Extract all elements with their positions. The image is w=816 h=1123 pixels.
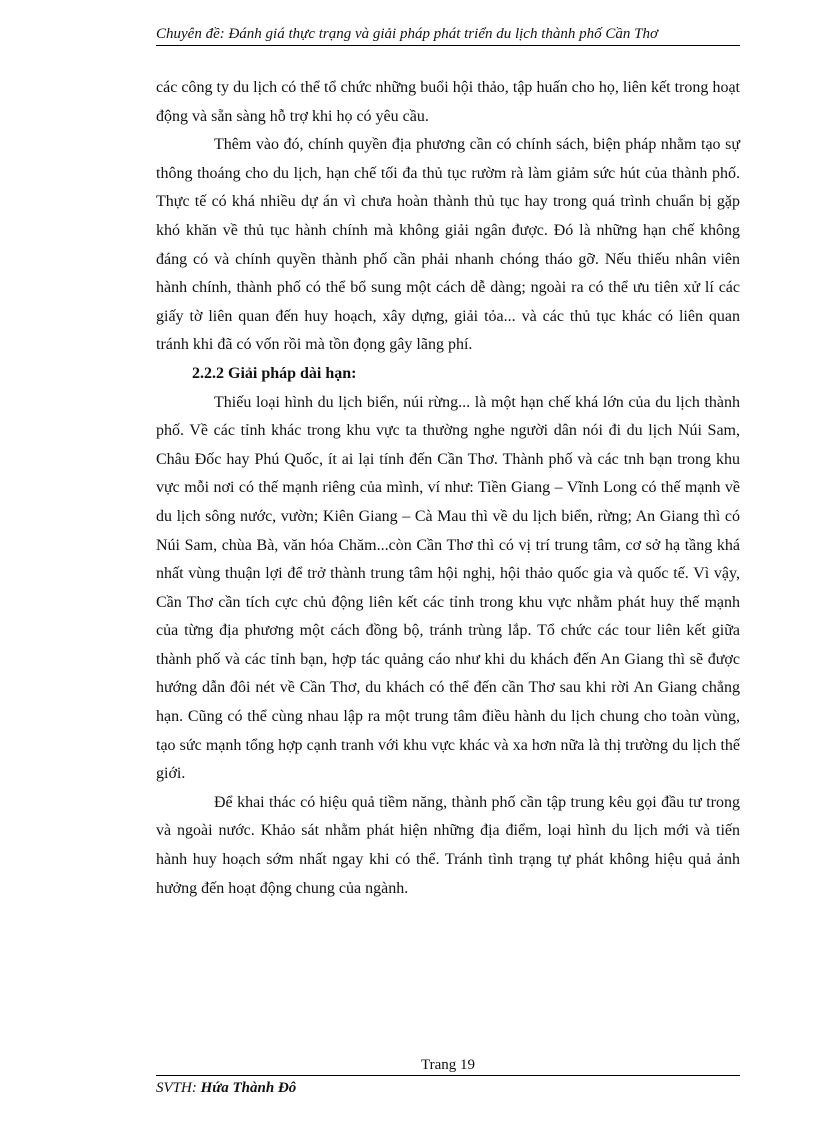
paragraph-1: các công ty du lịch có thể tổ chức những buổi hội thảo, tập huấn cho họ, liên kết trong hoạt động và sẵn sàng hỗ trợ khi họ có yêu cầu. <box>156 79 740 125</box>
paragraph-3: Thiếu loại hình du lịch biển, núi rừng... là một hạn chế khá lớn của du lịch thành phố. Về các tỉnh khác trong khu vực ta thường nghe người dân nói đi du lịch Núi Sam, Châu Đốc hay Phú Quốc, ít ai lại tính đến Cần Thơ. Thành phố và các tnh bạn trong khu vực mỗi nơi có thế mạnh riêng của mình, ví như: Tiền Giang – Vĩnh Long có thế mạnh về du lịch sông nước, vườn; Kiên Giang – Cà Mau thì về du lịch biển, rừng; An Giang thì có Núi Sam, chùa Bà, văn hóa Chăm...còn Cần Thơ thì có vị trí trung tâm, cơ sở hạ tầng khá nhất vùng thuận lợi để trở thành trung tâm hội nghị, hội thảo quốc gia và quốc tế. Vì vậy, Cần Thơ cần tích cực chủ động liên kết các tỉnh trong khu vực nhằm phát huy thế mạnh của từng địa phương một cách đồng bộ, tránh trùng lắp. Tổ chức các tour liên kết giữa thành phố và các tỉnh bạn, hợp tác quảng cáo như khi du khách đến An Giang thì sẽ được hướng dẫn đôi nét về Cần Thơ, du khách có thể đến cần Thơ sau khi rời An Giang chẳng hạn. Cũng có thể cùng nhau lập ra một trung tâm điều hành du lịch chung cho toàn vùng, tạo sức mạnh tổng hợp cạnh tranh với khu vực khác và xa hơn nữa là thị trường du lịch thế giới. <box>156 393 740 783</box>
author-label: SVTH: <box>156 1080 201 1096</box>
section-heading: 2.2.2 Giải pháp dài hạn: <box>192 364 357 382</box>
page-number: Trang 19 <box>420 1057 476 1073</box>
header-divider <box>156 45 740 46</box>
page-header: Chuyên đề: Đánh giá thực trạng và giải pháp phát triển du lịch thành phố Cần Thơ <box>156 26 658 42</box>
document-body <box>156 74 740 903</box>
paragraph-4: Để khai thác có hiệu quả tiềm năng, thành phố cần tập trung kêu gọi đầu tư trong và ngoài nước. Khảo sát nhằm phát hiện những địa điểm, loại hình du lịch mới và tiến hành huy hoạch sớm nhất ngay khi có thể. Tránh tình trạng tự phát không hiệu quả ảnh hưởng đến hoạt động chung của ngành. <box>156 793 740 897</box>
author-name: Hứa Thành Đô <box>200 1080 297 1096</box>
paragraph-2: Thêm vào đó, chính quyền địa phương cần có chính sách, biện pháp nhằm tạo sự thông thoáng cho du lịch, hạn chế tối đa thủ tục rườm rà làm giảm sức hút của thành phố. Thực tế có khá nhiều dự án vì chưa hoàn thành thủ tục hay trong quá trình chuẩn bị gặp khó khăn về thủ tục hành chính mà không giải ngân được. Đó là những hạn chế không đáng có và chính quyền thành phố cần phải nhanh chóng tháo gỡ. Nếu thiếu nhân viên hành chính, thành phố có thể bổ sung một cách dễ dàng; ngoài ra có thể ưu tiên xử lí các giấy tờ liên quan đến huy hoạch, xây dựng, giải tỏa... và các thủ tục khác có liên quan tránh khi đã có vốn rồi mà tồn đọng gây lãng phí. <box>156 136 740 354</box>
footer-author <box>156 1078 740 1098</box>
footer-divider <box>156 1075 740 1076</box>
